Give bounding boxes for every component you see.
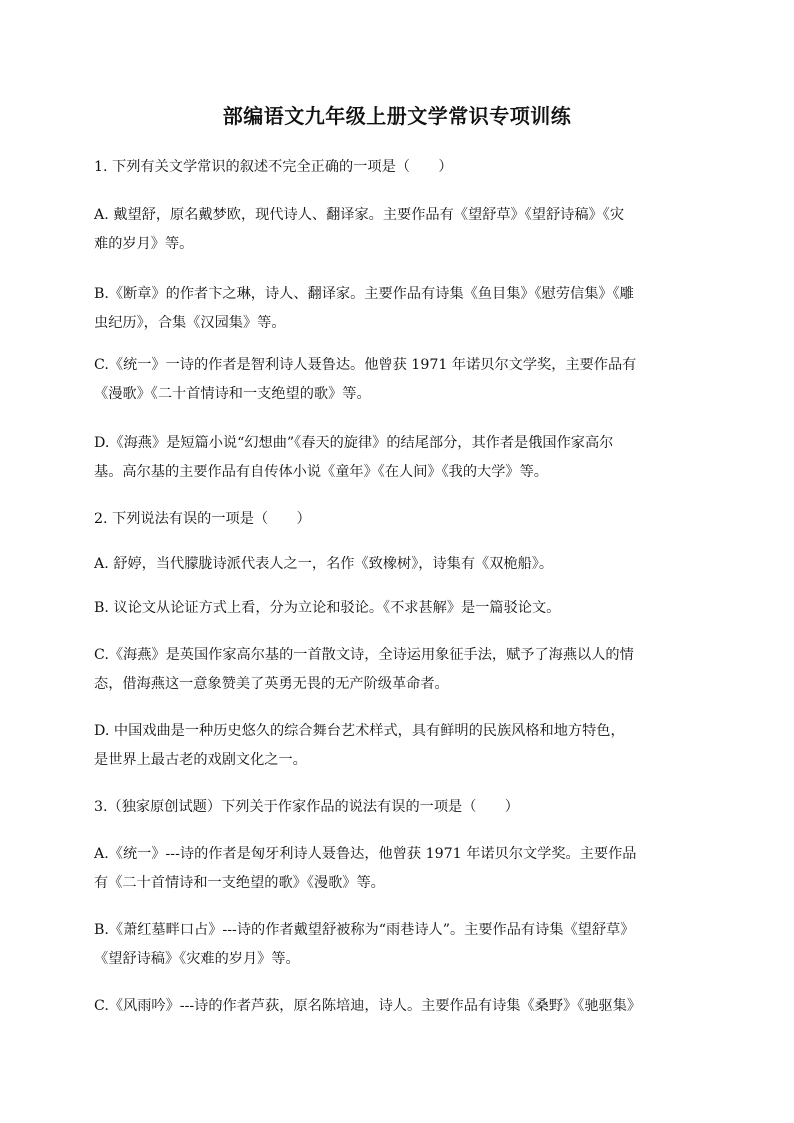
question-2-stem [94,505,714,534]
option-line: A. 舒婷，当代朦胧诗派代表人之一，名作《致橡树》，诗集有《双桅船》。 [94,556,554,572]
page-title: 部编语文九年级上册文学常识专项训练 [222,104,572,128]
question-2-option-a [94,550,714,579]
question-1-option-c [94,351,714,409]
option-line: B.《断章》的作者卞之琳，诗人、翻译家。主要作品有诗集《鱼目集》《慰劳信集》《雕 [94,286,634,302]
option-line: D.《海燕》是短篇小说“幻想曲”《春天的旋律》的结尾部分，其作者是俄国作家高尔 [94,435,614,451]
option-line: A.《统一》---诗的作者是匈牙利诗人聂鲁达，他曾获 1971 年诺贝尔文学奖。主要作品 [94,846,637,862]
option-line: A. 戴望舒，原名戴梦欧，现代诗人、翻译家。主要作品有《望舒草》《望舒诗稿》《灾 [94,207,625,223]
option-line: 有《二十首情诗和一支绝望的歌》《漫歌》等。 [94,875,385,891]
option-line: C.《风雨吟》---诗的作者芦荻，原名陈培迪，诗人。主要作品有诗集《桑野》《驰驱集》 [94,998,642,1014]
option-line: C.《海燕》是英国作家高尔基的一首散文诗，全诗运用象征手法，赋予了海燕以人的情 [94,647,634,663]
question-stem-text: 3.（独家原创试题）下列关于作家作品的说法有误的一项是（ ） [94,799,519,815]
question-3-stem [94,793,714,822]
option-line: 基。高尔基的主要作品有自传体小说《童年》《在人间》《我的大学》等。 [94,464,548,480]
question-3-option-c [94,992,714,1021]
question-stem-text: 2. 下列说法有误的一项是（ ） [94,511,311,527]
option-line: 虫纪历》，合集《汉园集》等。 [94,315,286,331]
question-stem-text: 1. 下列有关文学常识的叙述不完全正确的一项是（ ） [94,159,453,175]
question-1-option-b [94,280,714,338]
option-line: D. 中国戏曲是一种历史悠久的综合舞台艺术样式，具有鲜明的民族风格和地方特色， [94,723,625,739]
option-line: 《望舒诗稿》《灾难的岁月》等。 [94,951,300,967]
question-2-option-d [94,717,714,775]
option-line: 《漫歌》《二十首情诗和一支绝望的歌》等。 [94,386,371,402]
question-1-option-a [94,201,714,259]
question-2-option-c [94,641,714,699]
question-2-option-b [94,594,714,623]
option-line: B.《萧红墓畔口占》---诗的作者戴望舒被称为“雨巷诗人”。主要作品有诗集《望舒草》 [94,922,635,938]
question-1-option-d [94,429,714,487]
option-line: 态，借海燕这一意象赞美了英勇无畏的无产阶级革命者。 [94,676,449,692]
option-line: 是世界上最古老的戏剧文化之一。 [94,752,307,768]
question-3-option-a [94,840,714,898]
option-line: 难的岁月》等。 [94,236,194,252]
option-line: B. 议论文从论证方式上看，分为立论和驳论。《不求甚解》是一篇驳论文。 [94,600,561,616]
option-line: C.《统一》一诗的作者是智利诗人聂鲁达。他曾获 1971 年诺贝尔文学奖，主要作品有 [94,357,637,373]
question-1-stem [94,153,714,182]
question-3-option-b [94,916,714,974]
